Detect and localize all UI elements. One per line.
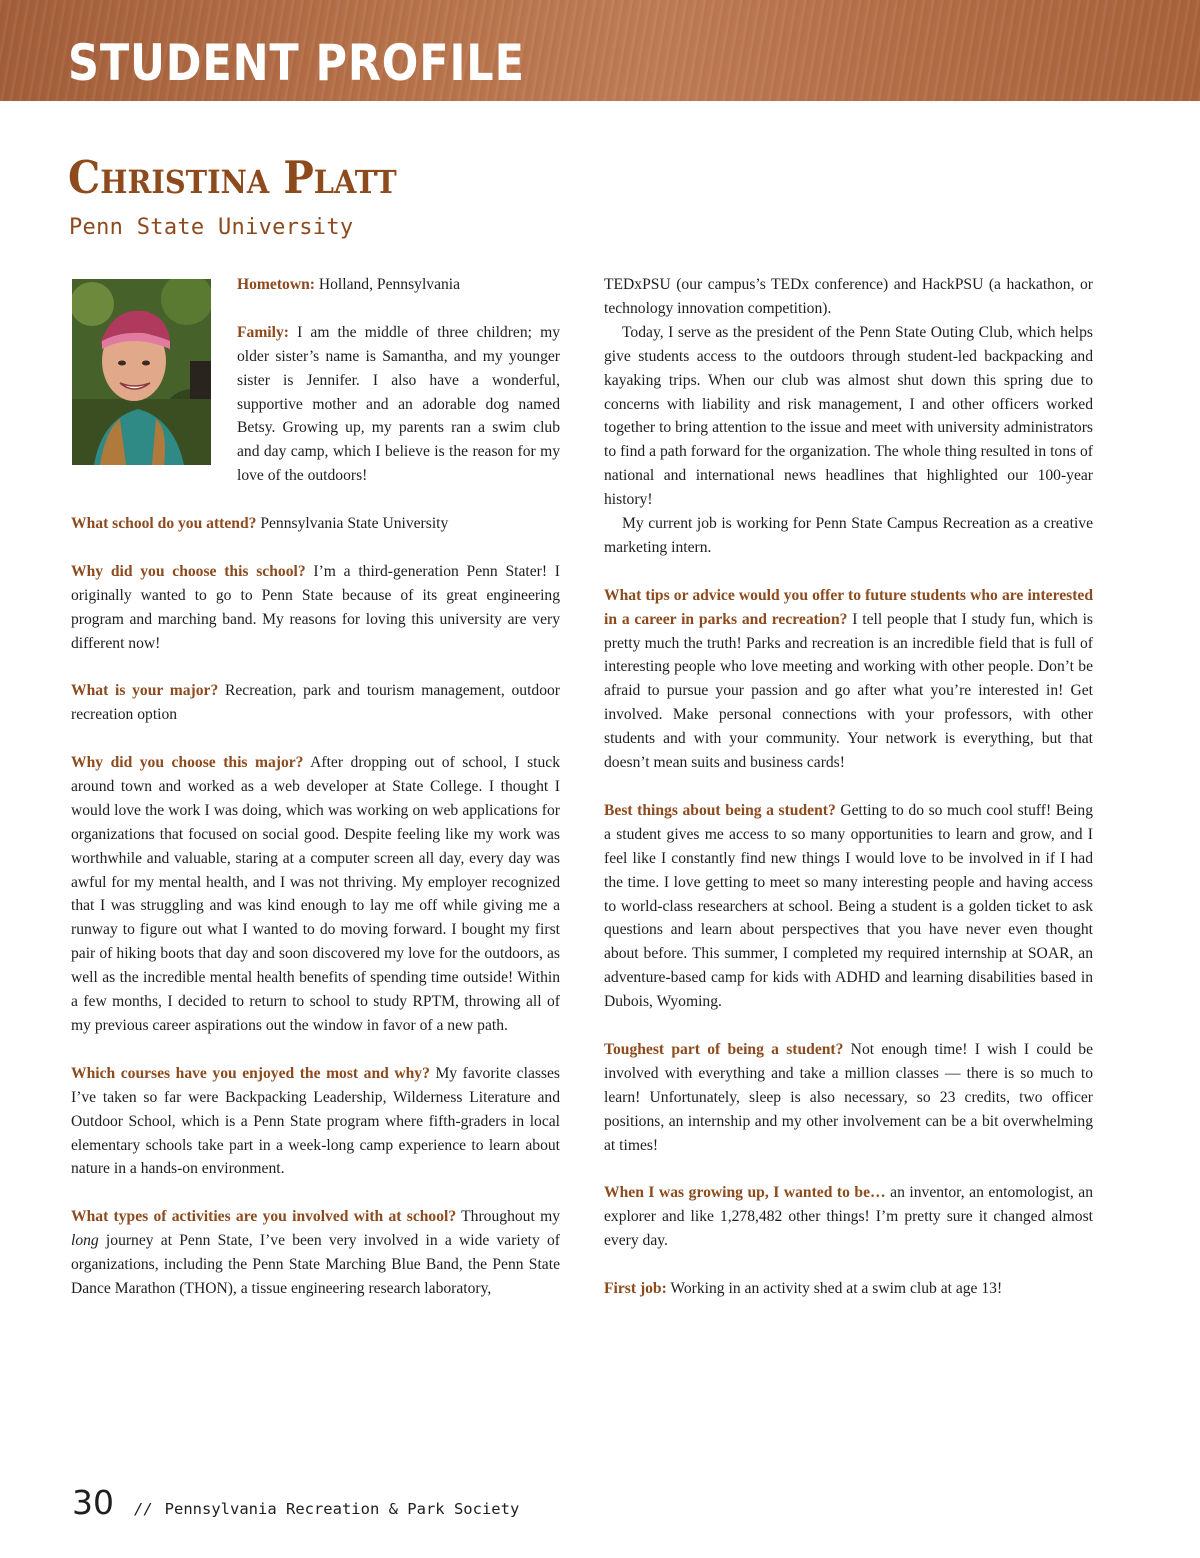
courses-answer: My favorite classes I’ve taken so far were Backpacking Leadership, Wilderness Literature and Outdoor School, which is a Penn State program where fifth-graders in local elementary schools take part in a week-long camp experience to learn about nature in a hands-on environment. — [71, 1064, 560, 1178]
family-text: I am the middle of three children; my older sister’s name is Samantha, and my younger sister is Jennifer. I also have a wonderful, supportive mother and an adorable dog named Betsy. Growing up, my parents ran a swim club and day camp, which I believe is the reason for my love of the outdoors! — [237, 323, 560, 485]
publication-line — [134, 1500, 519, 1518]
choose-major-question: Why did you choose this major? — [71, 754, 304, 772]
choose-major-paragraph — [71, 751, 560, 1038]
activities-answer-emphasis: long — [71, 1232, 99, 1250]
profile-name: Christina Platt — [68, 151, 397, 204]
page-number: 30 — [72, 1483, 114, 1522]
best-answer: Getting to do so much cool stuff! Being a student gives me access to so many opportunities to learn and grow, and I feel like I constantly find new things I would love to be involved in if I had the time. I love getting to meet so many interesting people and having access to world-class researchers at school. Being a student is a golden ticket to ask questions and learn about perspectives that you have never even thought about before. This summer, I completed my required internship at SOAR, an adventure-based camp for kids with ADHD and learning disabilities based in Dubois, Wyoming. — [604, 801, 1093, 1011]
choose-school-question: Why did you choose this school? — [71, 562, 306, 580]
courses-question: Which courses have you enjoyed the most and why? — [71, 1064, 430, 1082]
profile-school: Penn State University — [69, 215, 354, 240]
courses-paragraph — [71, 1062, 560, 1182]
tips-question: What tips or advice would you offer to future students who are interested in a career in parks and recreation? — [604, 586, 1093, 628]
first-job-answer: Working in an activity shed at a swim club at age 13! — [666, 1279, 1003, 1297]
activities-question: What types of activities are you involved with at school? — [71, 1208, 457, 1226]
family-label: Family: — [237, 323, 289, 341]
major-answer: Recreation, park and tourism management, outdoor recreation option — [71, 682, 560, 724]
left-column — [237, 273, 560, 488]
hometown-label: Hometown: — [237, 276, 315, 293]
toughest-question: Toughest part of being a student? — [604, 1040, 844, 1058]
student-photo-illustration — [72, 279, 211, 465]
activities-continued: TEDxPSU (our campus’s TEDx conference) and HackPSU (a hackathon, or technology innovation competition). — [604, 276, 1093, 317]
left-column-main — [71, 512, 560, 1301]
attend-question: What school do you attend? — [71, 515, 257, 532]
current-job-paragraph: My current job is working for Penn State Campus Recreation as a creative marketing intern. — [604, 515, 1093, 556]
choose-school-paragraph — [71, 560, 560, 656]
footer-separator: // — [134, 1500, 153, 1518]
banner-title: STUDENT PROFILE — [68, 34, 525, 92]
student-photo — [72, 279, 211, 465]
tips-paragraph — [604, 584, 1093, 775]
tips-answer: I tell people that I study fun, which is pretty much the truth! Parks and recreation is an incredible field that is full of interesting people who love meeting and working with other people. Don’t be afraid to pursue your passion and go after what you’re interested in! Get involved. Make personal connections with your professors, with other students and with your community. Your network is everything, but that doesn’t mean suits and business cards! — [604, 610, 1093, 772]
header-banner — [0, 0, 1200, 101]
first-job-paragraph — [604, 1277, 1093, 1301]
attend-answer: Pennsylvania State University — [256, 515, 449, 532]
best-paragraph — [604, 799, 1093, 1014]
toughest-paragraph — [604, 1038, 1093, 1158]
growing-up-question: When I was growing up, I wanted to be… — [604, 1184, 886, 1202]
publication-name: Pennsylvania Recreation & Park Society — [164, 1500, 520, 1518]
attend-paragraph — [71, 512, 560, 536]
activities-answer-a: Throughout my — [456, 1208, 561, 1226]
family-paragraph — [237, 321, 560, 488]
choose-school-answer: I’m a third-generation Penn Stater! I originally wanted to go to Penn State because of its great engineering program and marching band. My reasons for loving this university are very different now! — [71, 562, 560, 652]
best-question: Best things about being a student? — [604, 801, 836, 819]
growing-up-answer: an inventor, an entomologist, an explorer and like 1,278,482 other things! I’m pretty sure it changed almost every day. — [604, 1184, 1094, 1250]
activities-answer-b: journey at Penn State, I’ve been very involved in a wide variety of organizations, including the Penn State Marching Blue Band, the Penn State Dance Marathon (THON), a tissue engineering research laboratory, — [71, 1232, 560, 1297]
major-question: What is your major? — [71, 682, 219, 700]
activities-paragraph — [71, 1205, 560, 1301]
right-column — [604, 273, 1093, 1301]
choose-major-answer: After dropping out of school, I stuck around town and worked as a web developer at State College. I thought I would love the work I was doing, which was working on web applications for organizations that focused on social good. Despite feeling like my work was worthwhile and valuable, staring at a computer screen all day, every day was awful for my mental health, and I was not thriving. My employer recognized that I was struggling and was kind enough to lay me off while giving me a runway to figure out what I wanted to do moving forward. I bought my first pair of hiking boots that day and soon discovered my love for the outdoors, as well as the incredible mental health benefits of spending time outside! Within a few months, I decided to return to school to study RPTM, throwing all of my previous career aspirations out the window in favor of a new path. — [71, 754, 561, 1034]
hometown-value: Holland, Pennsylvania — [314, 276, 461, 293]
growing-up-paragraph — [604, 1181, 1093, 1253]
hometown-paragraph — [237, 273, 560, 297]
toughest-answer: Not enough time! I wish I could be involved with everything and take a million classes — there is so much to learn! Unfortunately, sleep is also necessary, so 23 credits, two officer positions, an internship and my other involvement can be a bit overwhelming at times! — [604, 1040, 1093, 1154]
first-job-question: First job: — [604, 1279, 667, 1297]
outing-club-paragraph: Today, I serve as the president of the Penn State Outing Club, which helps give students access to the outdoors through student-led backpacking and kayaking trips. When our club was almost shut down this spring due to concerns with liability and risk management, I and other officers worked together to bring attention to the issue and meet with university administrators to find a path forward for the organization. The whole thing resulted in tons of national and international news headlines that highlighted our 100-year history! — [604, 323, 1093, 509]
major-paragraph — [71, 679, 560, 727]
